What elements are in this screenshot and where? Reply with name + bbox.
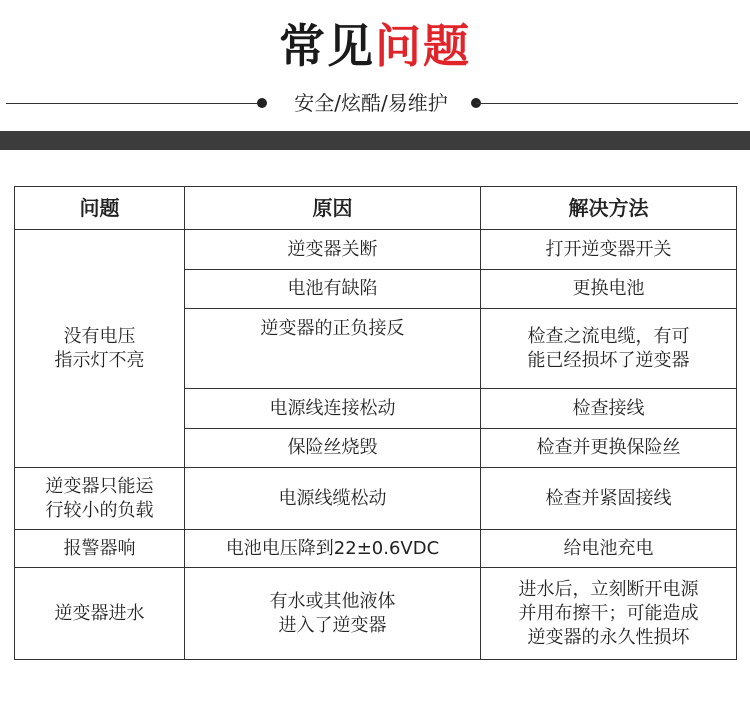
solution-cell bbox=[481, 309, 737, 389]
cause-cell: 保险丝烧毁 bbox=[185, 429, 481, 468]
page-title bbox=[0, 14, 750, 78]
solution-cell: 检查并紧固接线 bbox=[481, 468, 737, 530]
table-row bbox=[15, 530, 737, 568]
solution-line: 逆变器的永久性损坏 bbox=[527, 626, 690, 648]
table-header-row bbox=[15, 187, 737, 230]
solution-cell: 打开逆变器开关 bbox=[481, 230, 737, 270]
problem-line: 指示灯不亮 bbox=[54, 349, 145, 371]
problem-line: 行较小的负载 bbox=[45, 499, 154, 521]
table-row bbox=[15, 468, 737, 530]
title-part-1: 常见 bbox=[279, 19, 375, 73]
solution-line: 检查之流电缆，有可 bbox=[527, 325, 690, 347]
solution-line: 并用布擦干；可能造成 bbox=[518, 602, 699, 624]
subtitle-left-rule bbox=[6, 103, 260, 104]
faq-table bbox=[14, 186, 737, 660]
table-row bbox=[15, 230, 737, 270]
table-row bbox=[15, 568, 737, 660]
title-part-2: 问题 bbox=[375, 19, 471, 73]
cause-cell: 逆变器关断 bbox=[185, 230, 481, 270]
subtitle-left-dot bbox=[257, 98, 267, 108]
subtitle: 安全/炫酷/易维护 bbox=[294, 91, 448, 115]
problem-cell bbox=[15, 468, 185, 530]
cause-cell bbox=[185, 568, 481, 660]
problem-cell: 报警器响 bbox=[15, 530, 185, 568]
divider-band bbox=[0, 131, 750, 150]
cause-cell: 电池有缺陷 bbox=[185, 270, 481, 309]
cause-cell: 电池电压降到22±0.6VDC bbox=[185, 530, 481, 568]
cause-cell: 逆变器的正负接反 bbox=[185, 309, 481, 389]
cause-line: 有水或其他液体 bbox=[269, 590, 396, 612]
solution-cell: 检查并更换保险丝 bbox=[481, 429, 737, 468]
cause-cell: 电源线缆松动 bbox=[185, 468, 481, 530]
problem-cell: 逆变器进水 bbox=[15, 568, 185, 660]
header-solution: 解决方法 bbox=[481, 187, 737, 230]
solution-cell: 给电池充电 bbox=[481, 530, 737, 568]
solution-line: 进水后，立刻断开电源 bbox=[518, 578, 699, 600]
header-cause: 原因 bbox=[185, 187, 481, 230]
subtitle-right-rule bbox=[476, 103, 738, 104]
problem-cell bbox=[15, 230, 185, 468]
solution-cell bbox=[481, 568, 737, 660]
header-problem: 问题 bbox=[15, 187, 185, 230]
solution-cell: 检查接线 bbox=[481, 389, 737, 429]
cause-cell: 电源线连接松动 bbox=[185, 389, 481, 429]
solution-cell: 更换电池 bbox=[481, 270, 737, 309]
solution-line: 能已经损坏了逆变器 bbox=[527, 349, 690, 371]
problem-line: 没有电压 bbox=[63, 325, 136, 347]
problem-line: 逆变器只能运 bbox=[45, 475, 154, 497]
cause-line: 进入了逆变器 bbox=[278, 614, 387, 636]
